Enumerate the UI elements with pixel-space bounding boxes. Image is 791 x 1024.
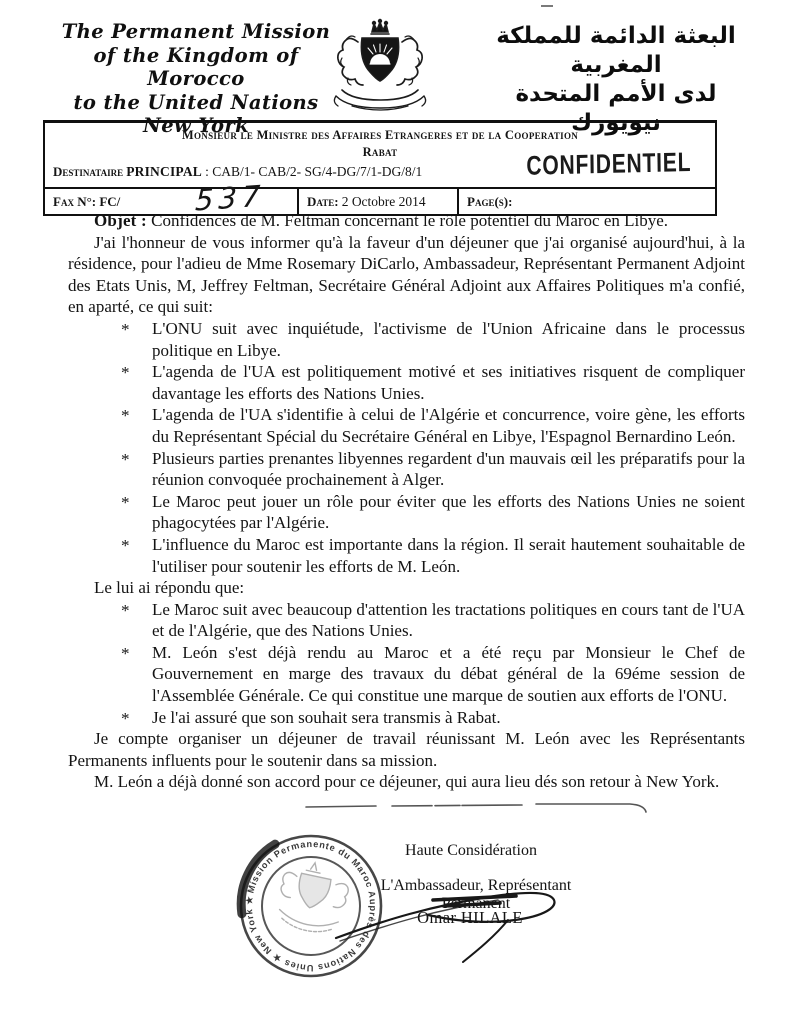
recipient-city: Rabat [362,145,398,159]
asterisk-bullet: * [121,449,130,469]
destinataire-value: : CAB/1- CAB/2- SG/4-DG/7/1-DG/8/1 [205,164,423,179]
letterhead-line: to the United Nations [73,90,319,114]
bullet-text: L'agenda de l'UA s'identifie à celui de l'Algérie et concurrence, voire gène, les efforts du Représentant Spécial du Secrétaire Général en Libye, l'Espagnol Bernardino León. [152,405,745,446]
stamp-ring-text: Mission Permanente du Maroc Auprès des Nations Unies ★ New York ★ [243,838,379,974]
letterhead-line: The Permanent Mission [61,20,331,43]
bullet-text: Plusieurs parties prenantes libyennes regardent d'un mauvais œil les préparatifs pour la réunion convoquée prochainement à Alger. [152,448,745,490]
destinataire-label-principal: PRINCIPAL [126,164,203,179]
response-intro: Le lui ai répondu que: [94,578,245,598]
scan-artifact-dash [541,5,553,7]
paragraph: M. León a déjà donné son accord pour ce déjeuner, qui aura lieu dés son retour à New York. [94,772,720,792]
handwritten-signature-icon [330,858,592,980]
valediction: Haute Considération [405,842,537,859]
document-body [68,210,745,793]
bullet-text: Je l'ai assuré que son souhait sera transmis à Rabat. [152,707,501,727]
bullet-text: L'ONU suit avec inquiétude, l'activisme de l'Union Africaine dans le processus politique en Libye. [152,318,745,360]
bullet-item [68,361,745,404]
bullet-list-2 [68,599,745,729]
bullet-item [68,707,745,729]
bullet-item [68,318,745,361]
bullet-text: Le Maroc peut jouer un rôle pour éviter que les efforts des Nations Unies ne soient phagocytées par l'Algérie. [152,491,745,533]
bullet-text: Le Maroc suit avec beaucoup d'attention les tractations politiques en cours tant de l'UA et de l'Algérie, que des Nations Unies. [152,599,745,641]
asterisk-bullet: * [121,363,130,383]
morocco-coat-of-arms-icon [312,18,448,118]
bullet-item [68,599,745,642]
objet-text: Confidences de M. Feltman concernant le rôle potentiel du Maroc en Libye. [151,211,669,230]
bullet-list-1 [68,318,745,577]
scan-artifact-lines [300,797,655,819]
asterisk-bullet: * [121,406,130,426]
letterhead-line: of the Kingdom of Morocco [93,43,299,90]
signer-title: L'Ambassadeur, Représentant Permanent [380,877,572,912]
bullet-item [68,448,745,491]
routing-header-box [43,120,717,216]
bullet-item [68,534,745,577]
handwritten-fax-number: 537 [194,178,266,218]
destinataire-label: Destinataire [53,164,124,179]
recipient-line: Monsieur le Ministre des Affaires Etrangeres et de la Cooperation [181,128,579,142]
paragraph: Je compte organiser un déjeuner de travail réunissant M. León avec les Représentants Permanents influents pour le soutenir dans sa mission. [68,729,745,770]
paragraph: J'ai l'honneur de vous informer qu'à la faveur d'un déjeuner que j'ai organisé aujourd'hui, à la résidence, pour l'adieu de Mme Rosemary DiCarlo, Ambassadeur, Représentant Permanent Adjoint des Etats Unis, M, Jeffrey Feltman, Secrétaire Général Adjoint aux Affaires Politiques m'a confié, en aparté, ce qui suit: [68,232,745,317]
bullet-item [68,491,745,534]
bullet-item [68,404,745,447]
letterhead-arabic-line: البعثة الدائمة للمملكة المغربية [496,23,736,78]
bullet-text: M. León s'est déjà rendu au Maroc et a été reçu par Monsieur le Chef de Gouvernement en marge des travaux du débat général de la 69éme session de l'Assemblée Générale. Ce qui constitue une marque de soutien aux efforts de l'ONU. [152,642,745,706]
date-value: 2 Octobre 2014 [341,194,426,209]
asterisk-bullet: * [121,319,130,339]
asterisk-bullet: * [121,600,130,620]
letterhead-arabic-line: نيويورك [571,110,661,136]
confidentiel-stamp: CONFIDENTIEL [525,147,691,181]
letterhead-line: New York [142,114,250,137]
fax-label: Fax N°: FC/ [53,194,121,209]
letterhead-arabic-line: لدى الأمم المتحدة [515,81,717,107]
bullet-text: L'agenda de l'UA est politiquement motivé et ses initiatives risquent de compliquer davantage les efforts des Nations Unies. [152,362,745,403]
bullet-item [68,642,745,707]
asterisk-bullet: * [121,535,130,555]
bullet-text: L'influence du Maroc est importante dans la région. Il serait hautement souhaitable de l'utiliser pour soutenir les efforts de M. León. [152,534,745,576]
pages-label: Page(s): [467,194,513,209]
asterisk-bullet: * [121,643,130,663]
date-label: Date: [307,194,339,209]
signer-name: Omar HILALE [417,908,523,927]
objet-line [68,210,745,232]
asterisk-bullet: * [121,708,130,728]
asterisk-bullet: * [121,492,130,512]
objet-label: Objet : [94,211,147,230]
